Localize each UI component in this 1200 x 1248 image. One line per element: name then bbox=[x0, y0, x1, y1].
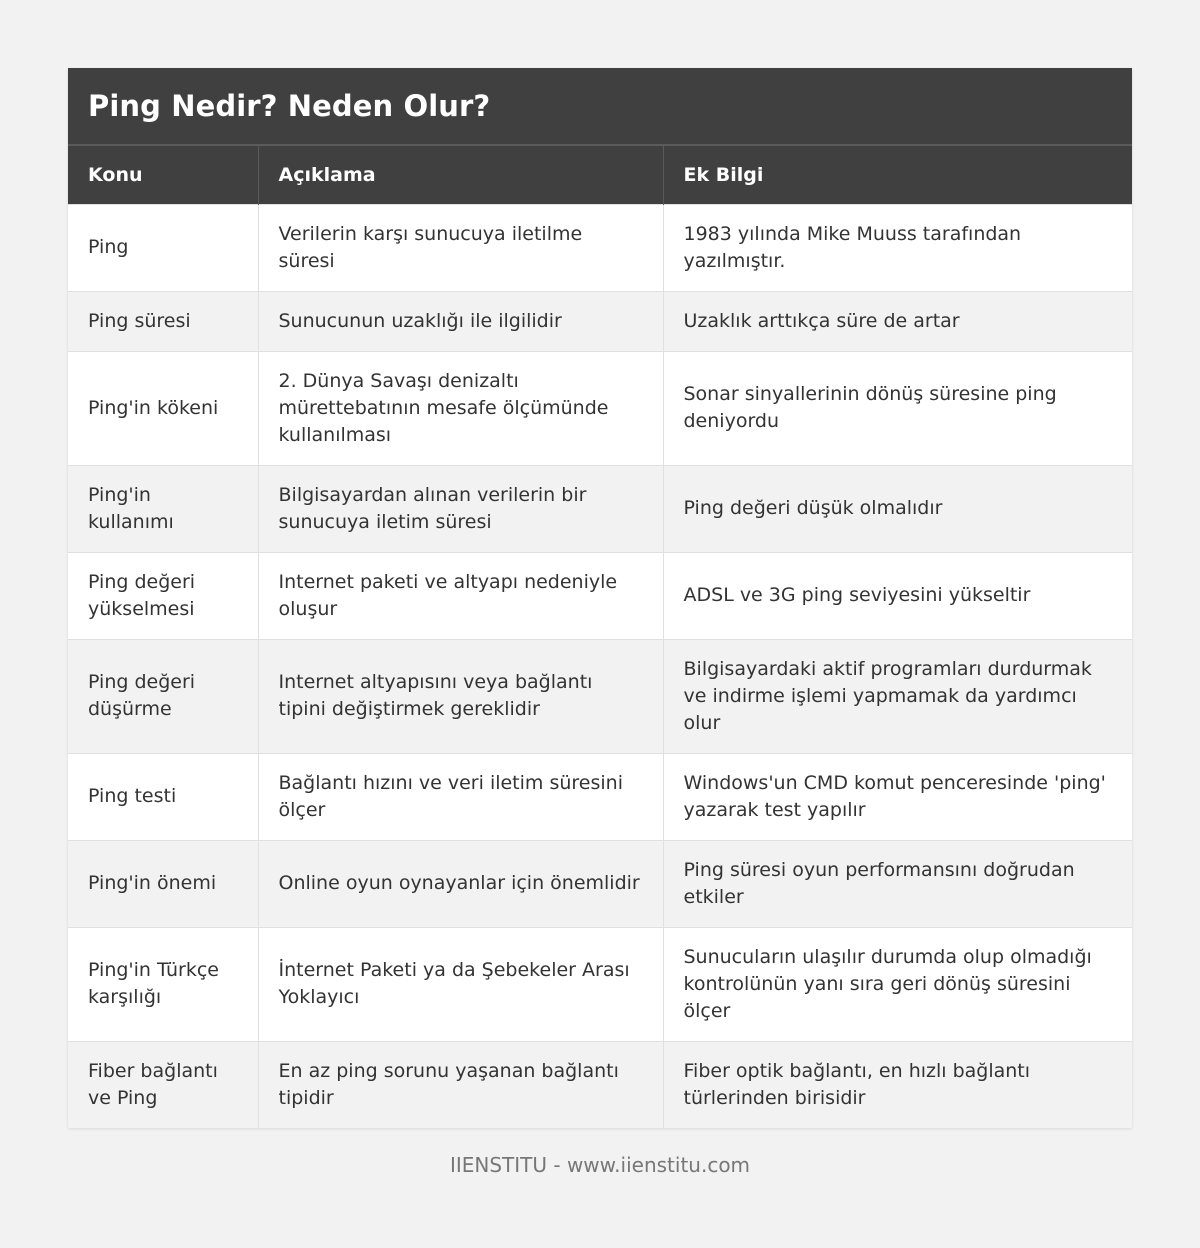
cell-ek-bilgi: Uzaklık arttıkça süre de artar bbox=[663, 291, 1132, 351]
cell-konu: Ping süresi bbox=[68, 291, 258, 351]
cell-aciklama: Internet paketi ve altyapı nedeniyle oluşur bbox=[258, 552, 663, 639]
column-header-konu: Konu bbox=[68, 145, 258, 204]
cell-aciklama: 2. Dünya Savaşı denizaltı mürettebatının mesafe ölçümünde kullanılması bbox=[258, 351, 663, 465]
column-header-aciklama: Açıklama bbox=[258, 145, 663, 204]
page-title: Ping Nedir? Neden Olur? bbox=[88, 89, 491, 123]
table-row bbox=[68, 1041, 1132, 1128]
table-row bbox=[68, 753, 1132, 840]
cell-konu: Fiber bağlantı ve Ping bbox=[68, 1041, 258, 1128]
title-bar bbox=[68, 68, 1132, 144]
cell-ek-bilgi: 1983 yılında Mike Muuss tarafından yazılmıştır. bbox=[663, 204, 1132, 291]
cell-aciklama: İnternet Paketi ya da Şebekeler Arası Yoklayıcı bbox=[258, 927, 663, 1041]
footer-credit: IIENSTITU - www.iienstitu.com bbox=[449, 1153, 751, 1177]
table-row bbox=[68, 204, 1132, 291]
table-row bbox=[68, 351, 1132, 465]
table-header bbox=[68, 145, 1132, 204]
cell-konu: Ping'in kökeni bbox=[68, 351, 258, 465]
cell-ek-bilgi: Bilgisayardaki aktif programları durdurmak ve indirme işlemi yapmamak da yardımcı olur bbox=[663, 639, 1132, 753]
cell-aciklama: En az ping sorunu yaşanan bağlantı tipidir bbox=[258, 1041, 663, 1128]
table-body bbox=[68, 204, 1132, 1128]
cell-konu: Ping'in Türkçe karşılığı bbox=[68, 927, 258, 1041]
cell-ek-bilgi: ADSL ve 3G ping seviyesini yükseltir bbox=[663, 552, 1132, 639]
table-row bbox=[68, 465, 1132, 552]
cell-aciklama: Bilgisayardan alınan verilerin bir sunucuya iletim süresi bbox=[258, 465, 663, 552]
cell-ek-bilgi: Fiber optik bağlantı, en hızlı bağlantı türlerinden birisidir bbox=[663, 1041, 1132, 1128]
cell-konu: Ping bbox=[68, 204, 258, 291]
cell-konu: Ping değeri yükselmesi bbox=[68, 552, 258, 639]
table-row bbox=[68, 927, 1132, 1041]
cell-ek-bilgi: Ping süresi oyun performansını doğrudan etkiler bbox=[663, 840, 1132, 927]
cell-aciklama: Sunucunun uzaklığı ile ilgilidir bbox=[258, 291, 663, 351]
cell-konu: Ping testi bbox=[68, 753, 258, 840]
cell-aciklama: Internet altyapısını veya bağlantı tipini değiştirmek gereklidir bbox=[258, 639, 663, 753]
table-row bbox=[68, 291, 1132, 351]
cell-ek-bilgi: Windows'un CMD komut penceresinde 'ping' yazarak test yapılır bbox=[663, 753, 1132, 840]
cell-konu: Ping'in kullanımı bbox=[68, 465, 258, 552]
cell-ek-bilgi: Sonar sinyallerinin dönüş süresine ping deniyordu bbox=[663, 351, 1132, 465]
cell-konu: Ping'in önemi bbox=[68, 840, 258, 927]
cell-konu: Ping değeri düşürme bbox=[68, 639, 258, 753]
ping-info-card bbox=[68, 68, 1132, 1128]
ping-table bbox=[68, 144, 1132, 1128]
cell-aciklama: Online oyun oynayanlar için önemlidir bbox=[258, 840, 663, 927]
column-header-ek-bilgi: Ek Bilgi bbox=[663, 145, 1132, 204]
cell-ek-bilgi: Ping değeri düşük olmalıdır bbox=[663, 465, 1132, 552]
table-row bbox=[68, 840, 1132, 927]
table-row bbox=[68, 639, 1132, 753]
cell-ek-bilgi: Sunucuların ulaşılır durumda olup olmadığı kontrolünün yanı sıra geri dönüş süresini ölçer bbox=[663, 927, 1132, 1041]
table-row bbox=[68, 552, 1132, 639]
cell-aciklama: Bağlantı hızını ve veri iletim süresini ölçer bbox=[258, 753, 663, 840]
cell-aciklama: Verilerin karşı sunucuya iletilme süresi bbox=[258, 204, 663, 291]
header-row bbox=[68, 145, 1132, 204]
